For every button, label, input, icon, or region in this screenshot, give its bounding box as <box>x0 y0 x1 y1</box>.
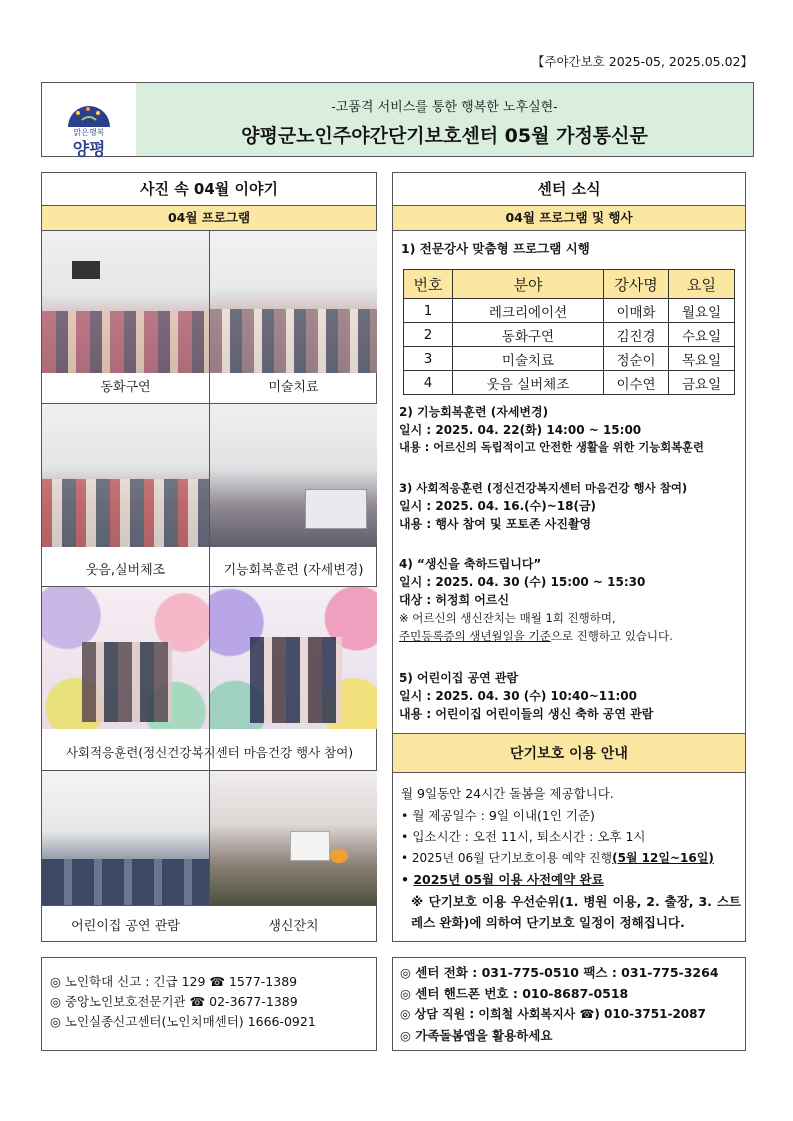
photo-laughter-exercise <box>42 404 209 547</box>
people-group <box>42 479 209 547</box>
logo <box>42 83 137 160</box>
short-term-info <box>401 783 741 934</box>
table-row: 1 레크리에이션 이매화 월요일 <box>404 299 735 323</box>
section-date: 일시 : 2025. 04. 30 (수) 10:40~11:00 <box>399 689 637 703</box>
footer-line: ◎ 노인학대 신고 : 긴급 129 ☎ 1577-1389 <box>50 974 298 989</box>
footer-right <box>392 957 746 1051</box>
right-panel <box>392 172 746 942</box>
photo-birthday-party <box>210 771 377 905</box>
section-content: 내용 : 어린이집 어린이들의 생신 축하 공연 관람 <box>399 707 654 721</box>
photo-mental-health-event-1 <box>42 587 209 729</box>
short-term-band: 단기보호 이용 안내 <box>393 733 745 773</box>
section-content: 내용 : 행사 참여 및 포토존 사진촬영 <box>399 517 592 531</box>
section-content: 내용 : 어르신의 독립적이고 안전한 생활을 위한 기능회복훈련 <box>399 441 704 454</box>
list-item: • 2025년 06월 단기보호이용 예약 진행(5월 12일~16일) <box>401 850 714 865</box>
left-panel <box>41 172 377 942</box>
people-group <box>210 309 377 373</box>
table-row: 3 미술치료 정순이 목요일 <box>404 347 735 371</box>
caption: 웃음,실버체조 <box>85 563 166 578</box>
footer-line: ◎ 상담 직원 : 이희철 사회복지사 ☎) 010-3751-2087 <box>400 1007 706 1021</box>
section-5 <box>399 669 743 723</box>
section-date: 일시 : 2025. 04. 16.(수)~18(금) <box>399 499 597 513</box>
tv-screen <box>72 261 100 279</box>
photo-mental-health-event-2 <box>210 587 377 729</box>
subtitle: -고품격 서비스를 통한 행복한 노후실현- <box>331 100 558 115</box>
short-term-intro: 월 9일동안 24시간 돌봄을 제공합니다. <box>401 786 614 801</box>
section-4 <box>399 555 743 645</box>
list-item: • 2025년 05월 이용 사전예약 완료 <box>401 872 604 887</box>
bed <box>305 489 367 529</box>
list-item: • 월 제공일수 : 9일 이내(1인 기준) <box>401 807 595 823</box>
footer-line: ◎ 노인실종신고센터(노인치매센터) 1666-0921 <box>50 1014 316 1029</box>
section-2 <box>399 403 743 457</box>
section-date: 일시 : 2025. 04. 22(화) 14:00 ~ 15:00 <box>399 423 642 437</box>
caption: 생신잔치 <box>268 919 319 934</box>
header <box>41 82 754 160</box>
photo-kindergarten-show <box>42 771 209 905</box>
document-code: 【주야간보호 2025-05, 2025.05.02】 <box>531 54 753 69</box>
section-title: 3) 사회적응훈련 (정신건강복지센터 마음건강 행사 참여) <box>399 481 688 495</box>
section-note: ※ 어르신의 생신잔치는 매월 1회 진행하며, <box>399 611 616 625</box>
logo-slogan: 맑은행복 <box>73 128 105 137</box>
sofa-row <box>42 859 209 905</box>
section-title: 2) 기능회복훈련 (자세변경) <box>399 405 549 419</box>
footer-left <box>41 957 377 1051</box>
section-title: 5) 어린이집 공연 관람 <box>399 671 519 685</box>
people-group <box>250 637 342 723</box>
right-heading: 센터 소식 <box>393 173 745 206</box>
title-cell <box>136 83 753 156</box>
caption: 기능회복훈련 (자세변경) <box>223 563 364 578</box>
people-group <box>82 642 172 722</box>
caption: 사회적응훈련(정신건강복지센터 마음건강 행사 참여) <box>65 745 354 760</box>
photo-art-therapy <box>210 231 377 373</box>
cake <box>290 831 330 861</box>
photo-storytelling <box>42 231 209 373</box>
section-target: 대상 : 허정희 어르신 <box>399 593 510 607</box>
short-term-note: ※ 단기보호 이용 우선순위(1. 병원 이용, 2. 출장, 3. 스트레스 완화)에 의하여 단기보호 일정이 정해집니다. <box>411 893 741 930</box>
caption: 미술치료 <box>268 380 319 395</box>
footer-line: ◎ 센터 전화 : 031-775-0510 팩스 : 031-775-3264 <box>400 965 719 980</box>
section-note-underline: 주민등록증의 생년월일을 기준 <box>399 629 551 643</box>
table-header: 강사명 <box>604 270 669 299</box>
section-note: 으로 진행하고 있습니다. <box>550 629 673 643</box>
footer-line: ◎ 중앙노인보호전문기관 ☎ 02-3677-1389 <box>50 994 298 1009</box>
right-band: 04월 프로그램 및 행사 <box>393 206 745 231</box>
caption: 동화구연 <box>100 380 151 395</box>
logo-name: 양평 <box>72 140 106 160</box>
table-header: 번호 <box>404 270 453 299</box>
photo-rehab-training <box>210 404 377 547</box>
footer-line: ◎ 센터 핸드폰 번호 : 010-8687-0518 <box>400 986 629 1001</box>
table-row: 4 웃음 실버체조 이수연 금요일 <box>404 371 735 395</box>
section-title: 1) 전문강사 맞춤형 프로그램 시행 <box>401 241 590 256</box>
section-date: 일시 : 2025. 04. 30 (수) 15:00 ~ 15:30 <box>399 575 646 589</box>
people-group <box>42 311 209 373</box>
page-title: 양평군노인주야간단기보호센터 05월 가정통신문 <box>241 125 648 147</box>
caption: 어린이집 공연 관람 <box>71 919 180 934</box>
list-item: • 입소시간 : 오전 11시, 퇴소시간 : 오후 1시 <box>401 829 646 844</box>
section-3 <box>399 479 743 533</box>
program-table <box>403 269 735 395</box>
table-header: 요일 <box>669 270 735 299</box>
left-heading: 사진 속 04월 이야기 <box>42 173 376 206</box>
footer-line: ◎ 가족돌봄앱을 활용하세요 <box>400 1028 553 1043</box>
left-band: 04월 프로그램 <box>42 206 376 231</box>
table-row: 2 동화구연 김진경 수요일 <box>404 323 735 347</box>
fruit <box>330 849 348 863</box>
section-title: 4) “생신을 축하드립니다” <box>399 557 542 571</box>
table-header: 분야 <box>453 270 604 299</box>
